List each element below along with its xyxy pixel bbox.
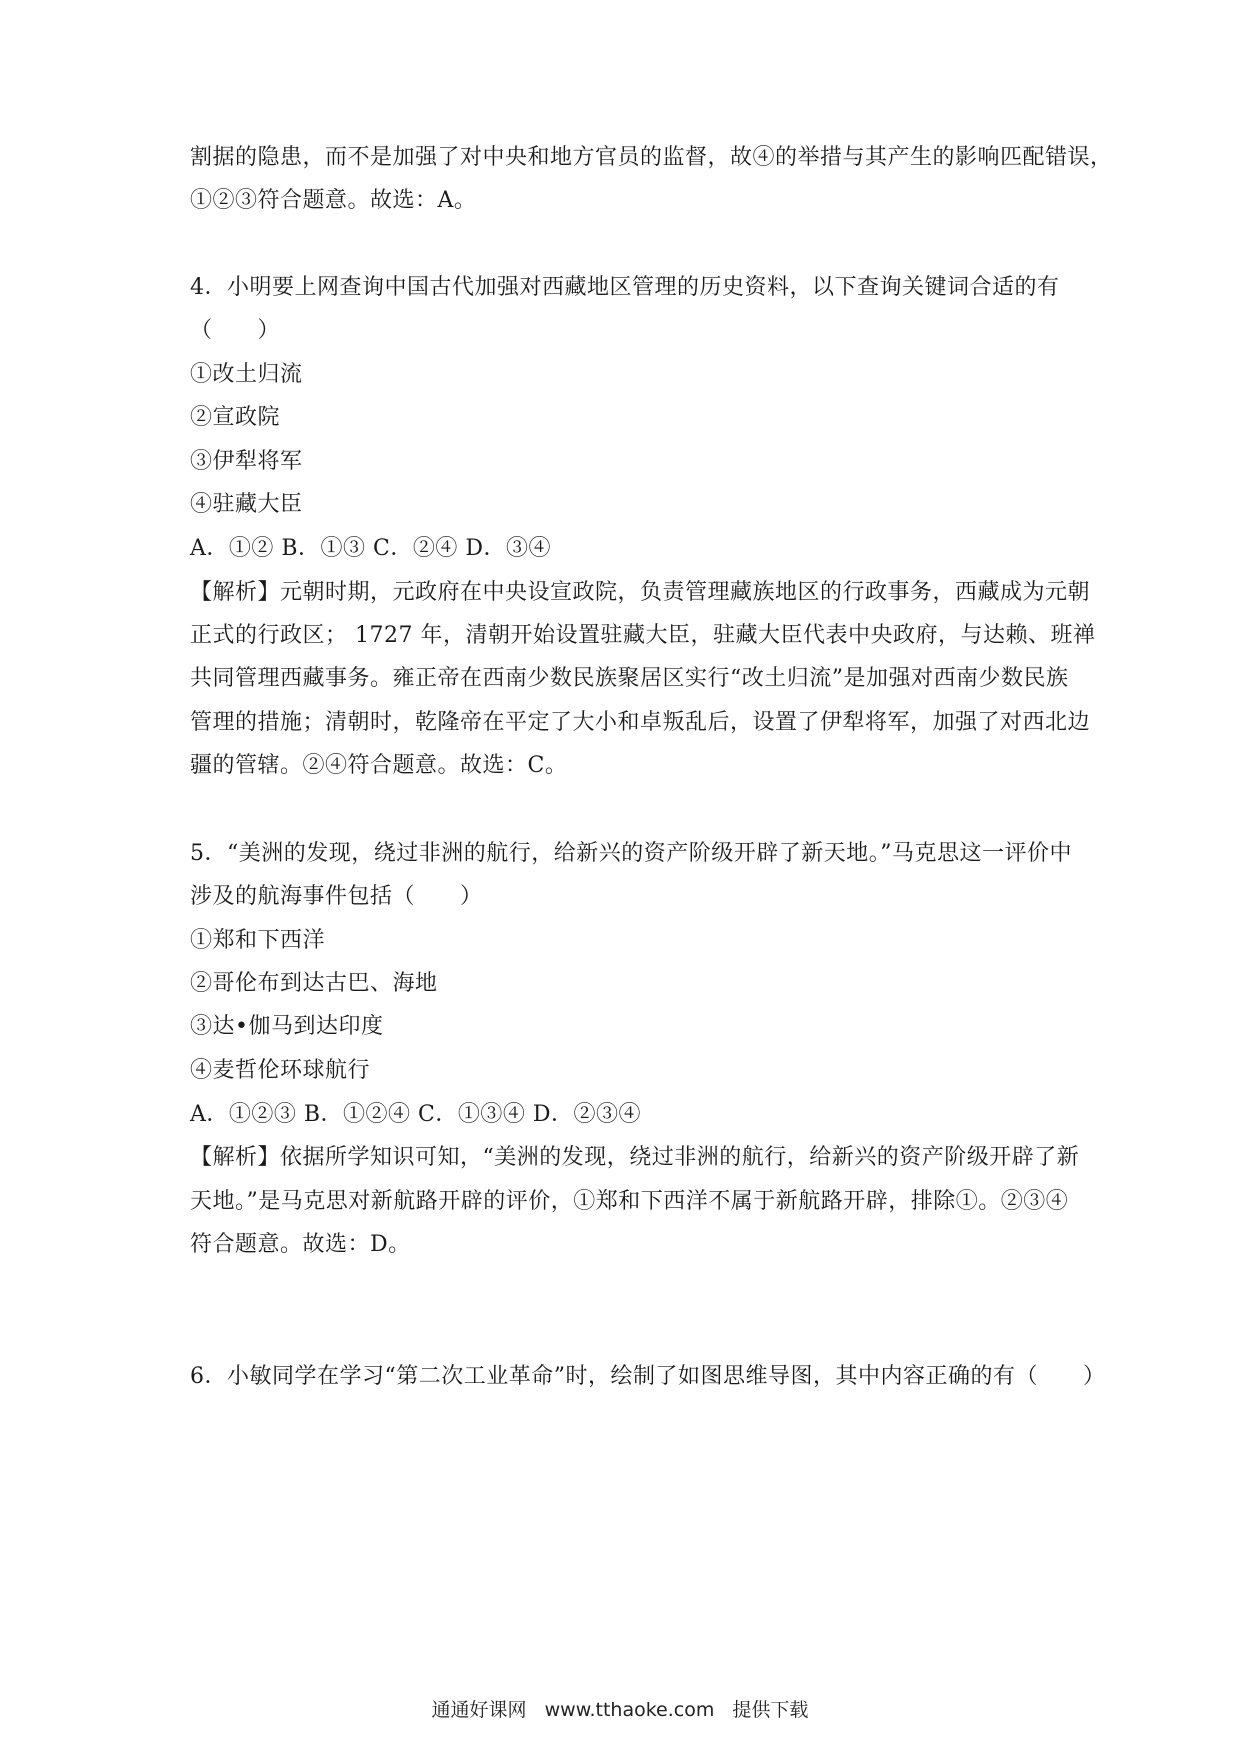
footer-site-name: 通通好课网 [431,1699,527,1721]
q5-stem-line-1: 5．“美洲的发现，绕过非洲的航行，给新兴的资产阶级开辟了新天地。”马克思这一评价中 [190,841,1072,866]
q4-analysis-line-1: 【解析】元朝时期，元政府在中央设宣政院，负责管理藏族地区的行政事务，西藏成为元朝 [190,580,1091,605]
q5-stem-line-2: 涉及的航海事件包括（ ） [190,884,483,909]
q4-analysis-line-5: 疆的管辖。②④符合题意。故选：C。 [190,753,568,778]
q4-analysis-line-4: 管理的措施；清朝时，乾隆帝在平定了大小和卓叛乱后，设置了伊犁将军，加强了对西北边 [190,710,1091,735]
q3-analysis-line-2: ①②③符合题意。故选：A。 [190,188,477,213]
footer-suffix: 提供下载 [732,1699,809,1721]
q4-option-2: ②宣政院 [190,405,281,430]
q3-analysis-line-1: 割据的隐患，而不是加强了对中央和地方官员的监督，故④的举措与其产生的影响匹配错误， [190,145,1113,170]
q4-option-4: ④驻藏大臣 [190,492,303,517]
q4-option-3: ③伊犁将军 [190,449,303,474]
q5-option-3: ③达•伽马到达印度 [190,1014,384,1039]
q4-choices: A．①② B．①③ C．②④ D．③④ [190,536,552,561]
q5-analysis-line-1: 【解析】依据所学知识可知，“美洲的发现，绕过非洲的航行，给新兴的资产阶级开辟了新 [190,1145,1080,1170]
q4-option-1: ①改土归流 [190,362,303,387]
page-footer [0,1697,1240,1723]
q4-analysis-line-3: 共同管理西藏事务。雍正帝在西南少数民族聚居区实行“改土归流”是加强对西南少数民族 [190,666,1069,691]
q4-stem-line-1: 4．小明要上网查询中国古代加强对西藏地区管理的历史资料，以下查询关键词合适的有 [190,275,1060,300]
q5-option-1: ①郑和下西洋 [190,928,326,953]
q5-choices: A．①②③ B．①②④ C．①③④ D．②③④ [190,1102,642,1127]
q4-analysis-line-2: 正式的行政区； 1727 年，清朝开始设置驻藏大臣，驻藏大臣代表中央政府，与达赖、班禅 [190,623,1096,648]
q5-option-2: ②哥伦布到达古巴、海地 [190,971,438,996]
footer-url[interactable]: www.tthaoke.com [544,1699,715,1721]
q5-option-4: ④麦哲伦环球航行 [190,1058,371,1083]
q4-stem-line-2: （ ） [190,318,281,343]
q5-analysis-line-3: 符合题意。故选：D。 [190,1232,411,1257]
q6-stem-line-1: 6．小敏同学在学习“第二次工业革命”时，绘制了如图思维导图，其中内容正确的有（ ） [190,1364,1106,1389]
q5-analysis-line-2: 天地。”是马克思对新航路开辟的评价，①郑和下西洋不属于新航路开辟，排除①。②③④ [190,1189,1069,1214]
